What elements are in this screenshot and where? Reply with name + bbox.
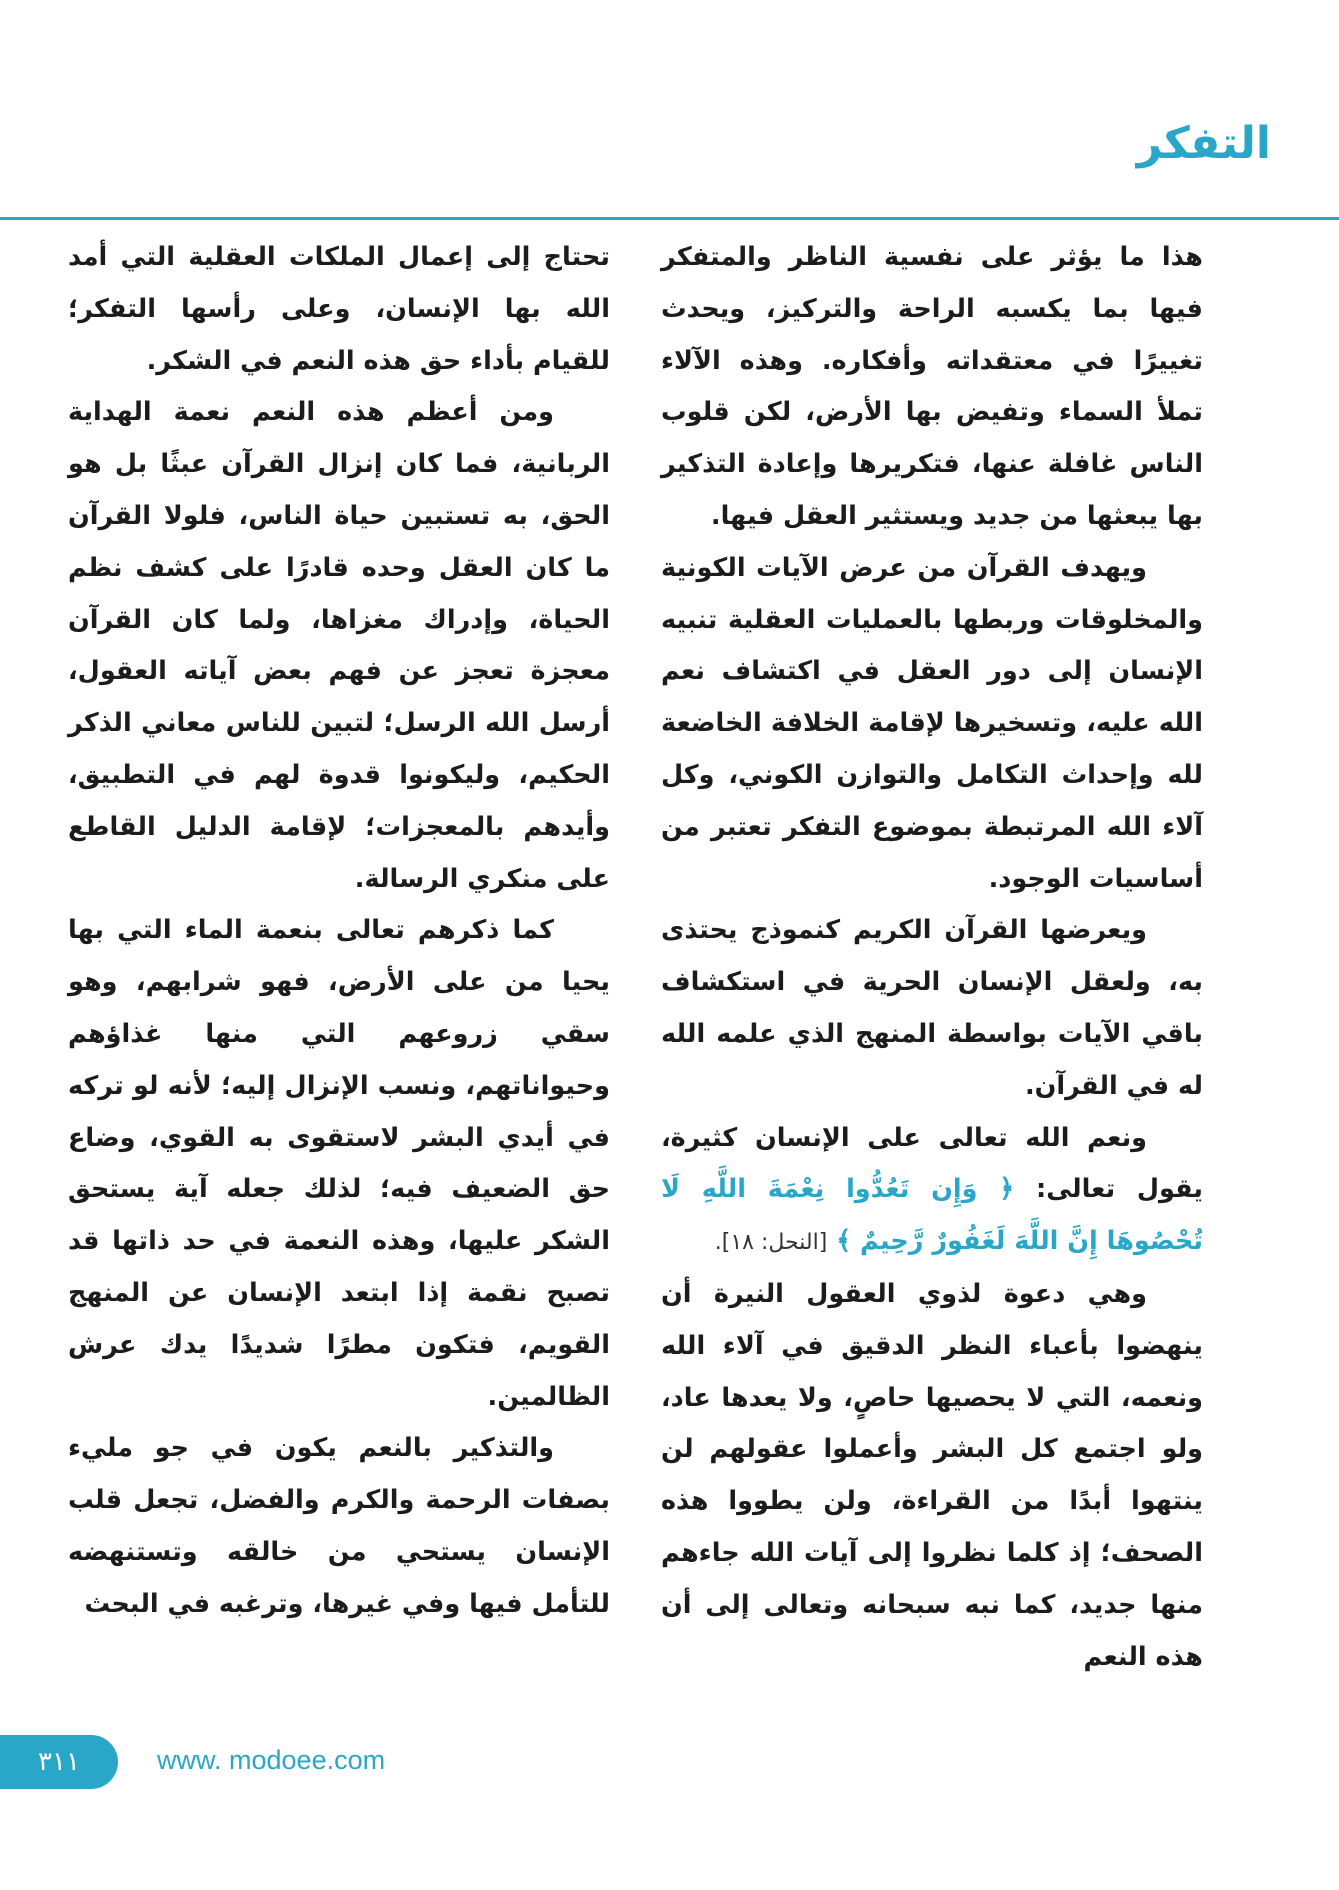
- page-title: التفكر: [1136, 118, 1271, 169]
- paragraph: ويهدف القرآن من عرض الآيات الكونية والمخلوقات وربطها بالعمليات العقلية تنبيه الإنسان إلى دور العقل في اكتشاف نعم الله عليه، وتسخيرها لإقامة الخلافة الخاضعة لله وإحداث التكامل والتوازن الكوني، وكل آلاء الله المرتبطة بموضوع التفكر تعتبر من أساسيات الوجود.: [661, 552, 1203, 894]
- paragraph: هذا ما يؤثر على نفسية الناظر والمتفكر فيها بما يكسبه الراحة والتركيز، ويحدث تغييرًا في معتقداته وأفكاره. وهذه الآلاء تملأ السماء وتفيض بها الأرض، لكن قلوب الناس غافلة عنها، فتكريرها وإعادة التذكير بها يبعثها من جديد ويستثير العقل فيها.: [661, 242, 1203, 531]
- paragraph: ويعرضها القرآن الكريم كنموذج يحتذى به، ولعقل الإنسان الحرية في استكشاف باقي الآيات بواسطة المنهج الذي علمه الله له في القرآن.: [661, 915, 1203, 1101]
- paragraph: كما ذكرهم تعالى بنعمة الماء التي بها يحيا من على الأرض، فهو شرابهم، وهو سقي زروعهم التي منها غذاؤهم وحيواناتهم، ونسب الإنزال إليه؛ لأنه لو تركه في أيدي البشر لاستقوى به القوي، وضاع حق الضعيف فيه؛ لذلك جعله آية يستحق الشكر عليها، وهذه النعمة في حد ذاتها قد تصبح نقمة إذا ابتعد الإنسان عن المنهج القويم، فتكون مطرًا شديدًا يدك عرش الظالمين.: [68, 915, 610, 1412]
- paragraph: ومن أعظم هذه النعم نعمة الهداية الربانية، فما كان إنزال القرآن عبثًا بل هو الحق، به تستبين حياة الناس، فلولا القرآن ما كان العقل وحده قادرًا على كشف نظم الحياة، وإدراك مغزاها، ولما كان القرآن معجزة تعجز عن فهم بعض آياته العقول، أرسل الله الرسل؛ لتبين للناس معاني الذكر الحكيم، وليكونوا قدوة لهم في التطبيق، وأيدهم بالمعجزات؛ لإقامة الدليل القاطع على منكري الرسالة.: [68, 397, 610, 894]
- page-number: ٣١١: [38, 1747, 80, 1777]
- page-number-badge: [0, 1735, 118, 1789]
- paragraph-with-verse: [661, 1113, 1203, 1269]
- verse-reference: [النحل: ١٨].: [714, 1230, 828, 1256]
- right-text-column: [661, 232, 1203, 1683]
- website-url[interactable]: www. modoee.com: [157, 1745, 386, 1775]
- paragraph: وهي دعوة لذوي العقول النيرة أن ينهضوا بأعباء النظر الدقيق في آلاء الله ونعمه، التي لا يحصيها حاصٍ، ولا يعدها عاد، ولو اجتمع كل البشر وأعملوا عقولهم لن ينتهوا أبدًا من القراءة، ولن يطووا هذه الصحف؛ إذ كلما نظروا إلى آيات الله جاءهم منها جديد، كما نبه سبحانه وتعالى إلى أن هذه النعم: [661, 1278, 1203, 1672]
- quran-verse: ﴿ وَإِن تَعُدُّوا نِعْمَةَ اللَّهِ لَا تُحْصُوهَا إِنَّ اللَّهَ لَغَفُورٌ رَّحِيمٌ ﴾: [661, 1174, 1203, 1257]
- paragraph: تحتاج إلى إعمال الملكات العقلية التي أمد الله بها الإنسان، وعلى رأسها التفكر؛ للقيام بأداء حق هذه النعم في الشكر.: [68, 242, 610, 376]
- paragraph-text: ونعم الله تعالى على الإنسان كثيرة، يقول تعالى:: [661, 1122, 1203, 1205]
- left-text-column: [68, 232, 610, 1631]
- paragraph: والتذكير بالنعم يكون في جو مليء بصفات الرحمة والكرم والفضل، تجعل قلب الإنسان يستحي من خالقه وتستنهضه للتأمل فيها وفي غيرها، وترغبه في البحث: [68, 1433, 610, 1619]
- header-divider: [0, 217, 1339, 220]
